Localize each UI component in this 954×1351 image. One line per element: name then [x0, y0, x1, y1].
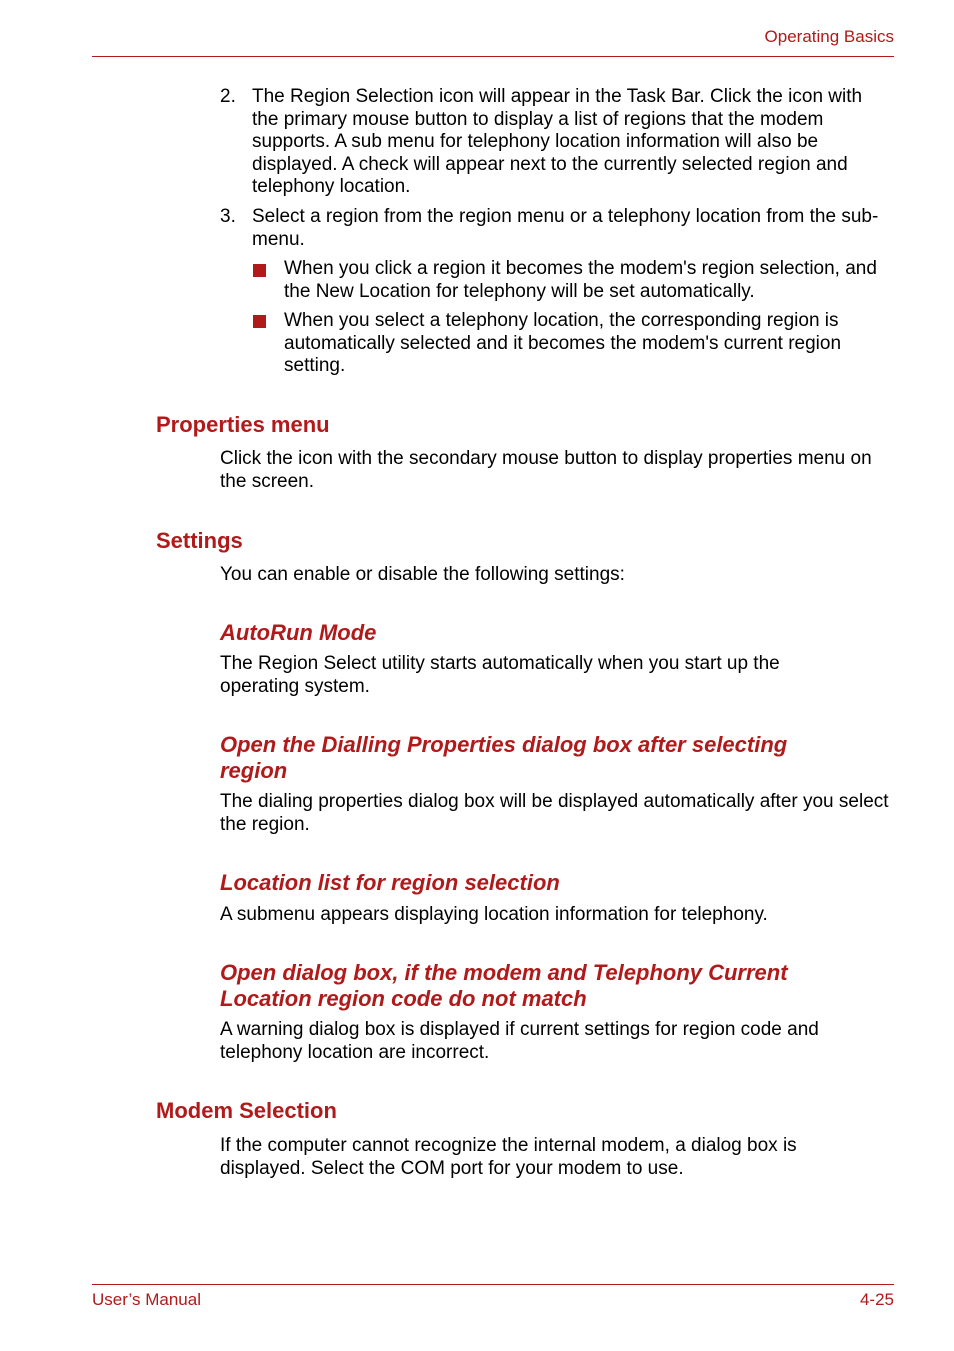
page-number: 4-25	[859, 1290, 894, 1309]
modem-selection-text: If the computer cannot recognize the internal modem, a dialog box is displayed. Select the COM port for your modem to use.	[220, 1135, 797, 1179]
settings-intro-text: You can enable or disable the following settings:	[220, 564, 625, 585]
subheading-autorun-mode: AutoRun Mode	[220, 620, 377, 645]
section-heading-modem-selection: Modem Selection	[156, 1098, 337, 1123]
step-number: 3.	[220, 206, 236, 227]
step-number: 2.	[220, 86, 236, 107]
footer-rule	[92, 1284, 894, 1285]
header-rule	[92, 56, 894, 57]
footer-manual-title: User’s Manual	[92, 1290, 201, 1309]
properties-menu-text: Click the icon with the secondary mouse button to display properties menu on the screen.	[220, 448, 872, 492]
location-list-text: A submenu appears displaying location information for telephony.	[220, 904, 768, 925]
step-text: The Region Selection icon will appear in the Task Bar. Click the icon with the primary mouse button to display a list of regions that the modem supports. A sub menu for telephony location information will also be displayed. A check will appear next to the currently selected region and telephony location.	[252, 86, 863, 197]
section-heading-properties-menu: Properties menu	[156, 412, 330, 437]
dialling-properties-text: The dialing properties dialog box will be displayed automatically after you select the region.	[220, 791, 889, 835]
open-dialog-box-text: A warning dialog box is displayed if current settings for region code and telephony location are incorrect.	[220, 1019, 819, 1063]
section-heading-settings: Settings	[156, 528, 243, 553]
bullet-square-icon	[253, 315, 266, 328]
bullet-square-icon	[253, 264, 266, 277]
subheading-open-dialog-box: Open dialog box, if the modem and Telephony Current Location region code do not match	[220, 960, 788, 1011]
bullet-text: When you click a region it becomes the modem's region selection, and the New Location for telephony will be set automatically.	[284, 258, 877, 302]
bullet-text: When you select a telephony location, the corresponding region is automatically selected and it becomes the modem's current region setting.	[284, 310, 842, 376]
subheading-dialling-properties: Open the Dialling Properties dialog box after selecting region	[220, 732, 788, 783]
running-header: Operating Basics	[764, 27, 894, 46]
autorun-mode-text: The Region Select utility starts automatically when you start up the operating system.	[220, 653, 780, 697]
subheading-location-list: Location list for region selection	[220, 870, 560, 895]
step-text: Select a region from the region menu or a telephony location from the sub-menu.	[252, 206, 879, 250]
